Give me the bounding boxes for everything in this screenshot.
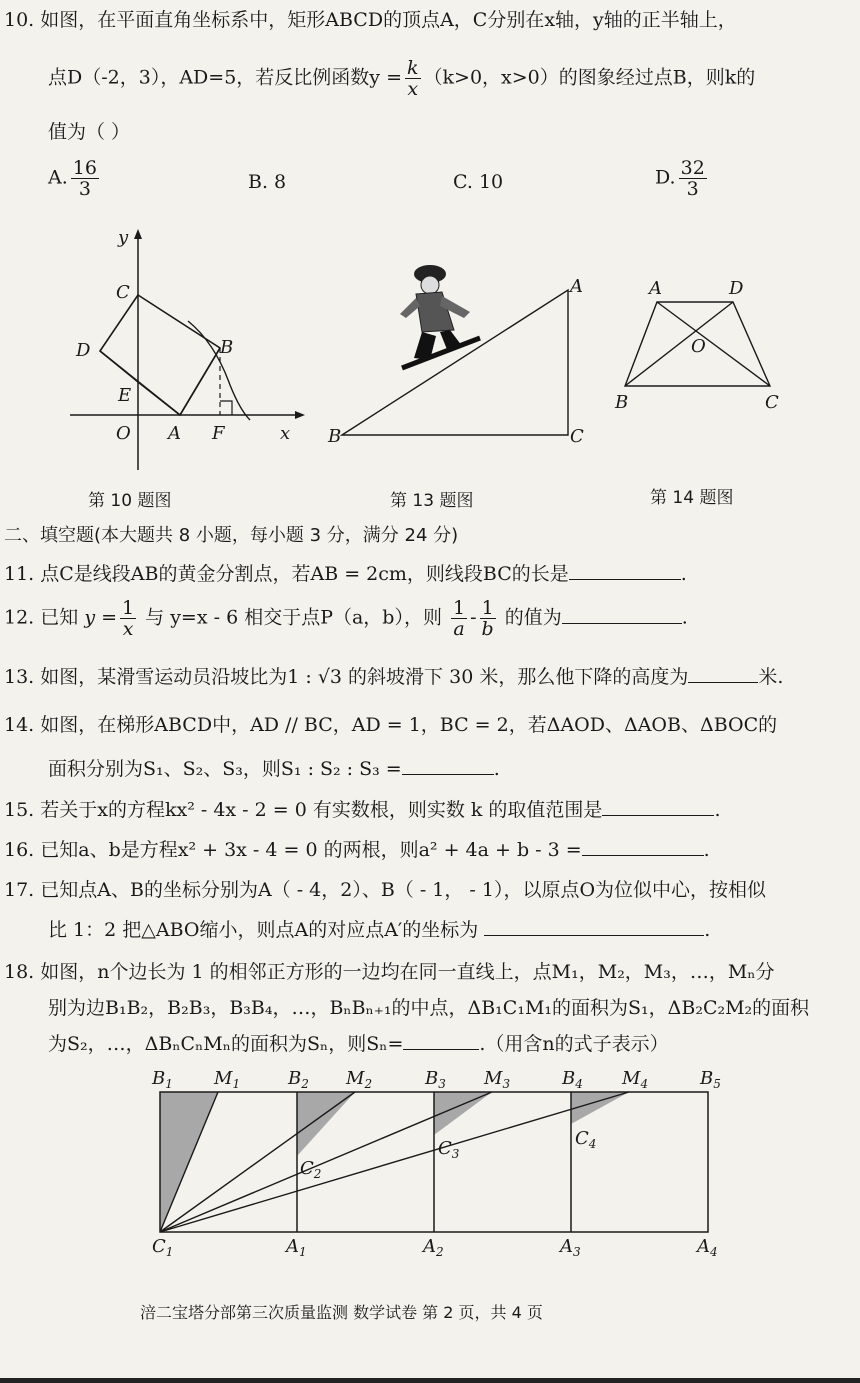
fig14-label-a: A bbox=[649, 278, 662, 299]
fig18-label-m2: $M_2$ bbox=[346, 1068, 373, 1091]
fig18-label-c1: $C_1$ bbox=[152, 1236, 174, 1259]
q17-line1: 17. 已知点A、B的坐标分别为A（ - 4，2）、B（ - 1， - 1），以原点O为位似中心，按相似 bbox=[4, 879, 767, 901]
q14-line1: 14. 如图，在梯形ABCD中，AD // BC，AD = 1，BC = 2，若ΔAOD、ΔAOB、ΔBOC的 bbox=[4, 714, 778, 736]
fig10-label-f: F bbox=[212, 423, 225, 444]
skier-illustration bbox=[400, 265, 480, 368]
fig18-label-c3: $C_3$ bbox=[438, 1138, 460, 1161]
q11: 11. 点C是线段AB的黄金分割点，若AB = 2cm，则线段BC的长是 . bbox=[4, 563, 687, 585]
fig13-label-a: A bbox=[570, 276, 583, 297]
q10-line3: 值为（ ） bbox=[48, 121, 131, 143]
fig18-label-a4: $A_4$ bbox=[697, 1236, 718, 1259]
fig13-label-b: B bbox=[328, 426, 342, 447]
fig18-label-a1: $A_1$ bbox=[286, 1236, 307, 1259]
q10-option-b: B. 8 bbox=[248, 171, 287, 193]
fig10-caption: 第 10 题图 bbox=[88, 491, 172, 511]
fig10-label-d: D bbox=[76, 340, 91, 361]
q13: 13. 如图，某滑雪运动员沿坡比为1 : √3 的斜坡滑下 30 米，那么他下降的高度为 米. bbox=[4, 666, 784, 688]
bottom-border bbox=[0, 1378, 860, 1383]
fig13-label-c: C bbox=[570, 426, 584, 447]
q18-line1: 18. 如图，n个边长为 1 的相邻正方形的一边均在同一直线上，点M₁，M₂，M₃，…，Mₙ分 bbox=[4, 961, 775, 983]
figure-18 bbox=[150, 1068, 730, 1259]
q14-line2: 面积分别为S₁、S₂、S₃，则S₁ : S₂ : S₃ = . bbox=[48, 758, 500, 780]
q10-option-a: A. $\frac{16}{3}$ bbox=[48, 157, 97, 200]
fig14-label-d: D bbox=[729, 278, 744, 299]
fig18-label-b2: $B_2$ bbox=[288, 1068, 309, 1091]
q10-option-c: C. 10 bbox=[453, 171, 504, 193]
q15: 15. 若关于x的方程kx² - 4x - 2 = 0 有实数根，则实数 k 的取值范围是 . bbox=[4, 799, 721, 821]
fig18-label-b4: $B_4$ bbox=[562, 1068, 583, 1091]
page-footer: 涪二宝塔分部第三次质量监测 数学试卷 第 2 页，共 4 页 bbox=[140, 1303, 543, 1322]
section-2-title: 二、填空题(本大题共 8 小题，每小题 3 分，满分 24 分) bbox=[4, 525, 459, 546]
figure-13 bbox=[328, 260, 600, 447]
q18-line2: 别为边B₁B₂，B₂B₃，B₃B₄，…，BₙBₙ₊₁的中点，ΔB₁C₁M₁的面积为S₁，ΔB₂C₂M₂的面积 bbox=[48, 997, 810, 1019]
figure-14 bbox=[615, 278, 815, 442]
fig18-label-c4: $C_4$ bbox=[575, 1128, 597, 1151]
q16: 16. 已知a、b是方程x² + 3x - 4 = 0 的两根，则a² + 4a + b - 3 = . bbox=[4, 839, 710, 861]
fig13-caption: 第 13 题图 bbox=[390, 491, 474, 511]
fig14-label-c: C bbox=[765, 392, 779, 413]
fig14-label-o: O bbox=[691, 336, 706, 357]
fig18-label-c2: $C_2$ bbox=[300, 1158, 322, 1181]
q10-option-d: D. $\frac{32}{3}$ bbox=[655, 157, 705, 200]
fig18-label-b1: $B_1$ bbox=[152, 1068, 173, 1091]
fig14-label-b: B bbox=[615, 392, 629, 413]
fig10-label-o: O bbox=[116, 423, 131, 444]
fig10-label-e: E bbox=[118, 385, 132, 406]
q10-line1: 10. 如图，在平面直角坐标系中，矩形ABCD的顶点A，C分别在x轴，y轴的正半轴上， bbox=[4, 9, 737, 31]
fig18-label-b5: $B_5$ bbox=[700, 1068, 721, 1091]
fig18-label-a2: $A_2$ bbox=[423, 1236, 444, 1259]
fig10-label-c: C bbox=[116, 282, 130, 303]
fig10-label-x: x bbox=[280, 423, 291, 444]
q12: 12. 已知 y = $\frac{1}{x}$ 与 y=x - 6 相交于点P（a，b），则 $\frac{1}{a}$ - $\frac{1}{b}$ 的值为 . bbox=[4, 597, 688, 640]
q17-line2: 比 1：2 把△ABO缩小，则点A的对应点A′的坐标为 . bbox=[48, 919, 711, 941]
fig18-label-m1: $M_1$ bbox=[214, 1068, 241, 1091]
fig18-label-b3: $B_3$ bbox=[425, 1068, 446, 1091]
fig18-label-a3: $A_3$ bbox=[560, 1236, 581, 1259]
q18-line3: 为S₂，…，ΔBₙCₙMₙ的面积为Sₙ，则Sₙ= .（用含n的式子表示） bbox=[48, 1033, 669, 1055]
fig18-label-m4: $M_4$ bbox=[622, 1068, 649, 1091]
fig10-label-a: A bbox=[168, 423, 181, 444]
fig10-label-y: y bbox=[118, 227, 129, 248]
fig18-label-m3: $M_3$ bbox=[484, 1068, 511, 1091]
fig10-label-b: B bbox=[220, 337, 234, 358]
fig14-caption: 第 14 题图 bbox=[650, 488, 734, 508]
figure-10 bbox=[40, 225, 340, 485]
q10-line2: 点D（-2，3），AD=5，若反比例函数y = $\frac{k}{x}$ （k>0，x>0）的图象经过点B，则k的 bbox=[48, 57, 756, 100]
